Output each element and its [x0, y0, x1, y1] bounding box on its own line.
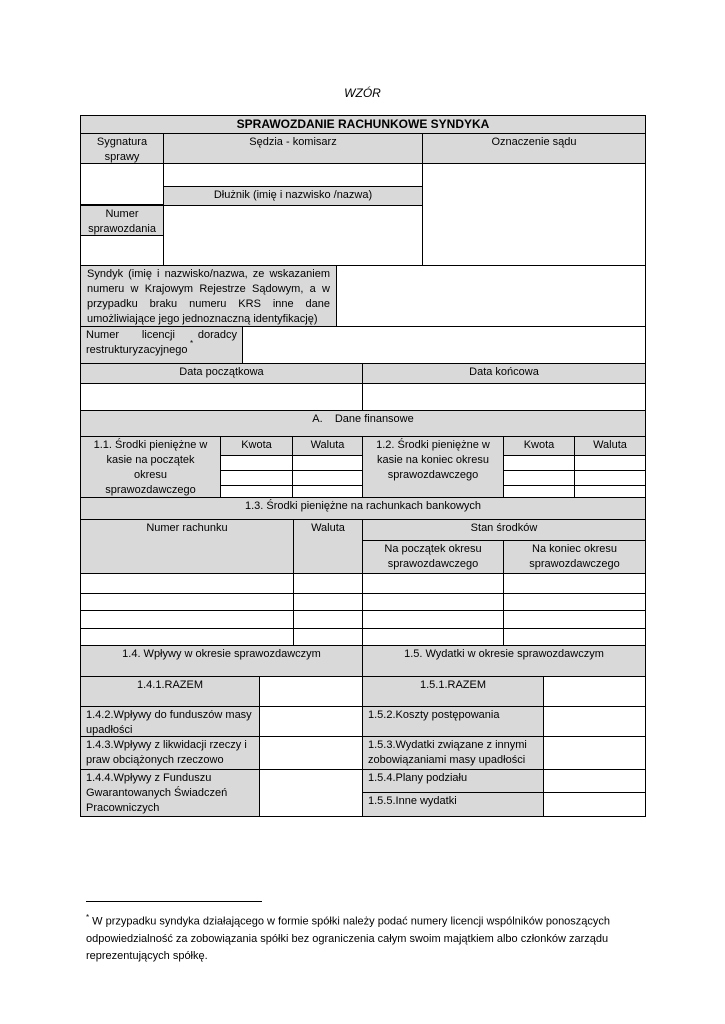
wplywy-razem-label: 1.4.1.RAZEM — [80, 676, 260, 707]
wydatki-razem-label: 1.5.1.RAZEM — [362, 676, 544, 707]
dluznik-label: Dłużnik (imię i nazwisko /nazwa) — [163, 186, 423, 206]
wydatki-zobowiazania-field[interactable] — [543, 736, 646, 770]
wplywy-fundusze-label: 1.4.2.Wpływy do funduszów masy upadłości — [80, 706, 260, 737]
wplywy-likwidacja-label: 1.4.3.Wpływy z likwidacji rzeczy i praw obciążonych rzeczowo — [80, 736, 260, 770]
kwota-header-1: Kwota — [220, 436, 293, 456]
licencja-field[interactable] — [242, 326, 646, 364]
licencja-label-text: Numer licencji doradcy restrukturyzacyjnego — [86, 329, 237, 356]
bank-row-4-start[interactable] — [362, 628, 504, 646]
wplywy-razem-field[interactable] — [259, 676, 363, 707]
syndyk-label: Syndyk (imię i nazwisko/nazwa, ze wskazaniem numeru w Krajowym Rejestrze Sądowym, a w przypadku braku numeru KRS inne dane umożliwiające jego jednoznaczną identyfikację) — [80, 265, 337, 327]
sedzia-field[interactable] — [163, 163, 423, 187]
wplywy-fgsp-label: 1.4.4.Wpływy z Funduszu Gwarantowanych Świadczeń Pracowniczych — [80, 769, 260, 817]
inne-wydatki-label: 1.5.5.Inne wydatki — [362, 792, 544, 817]
bank-row-3-start[interactable] — [362, 610, 504, 629]
numer-rachunku-header: Numer rachunku — [80, 519, 294, 574]
bank-row-1-account[interactable] — [80, 573, 294, 594]
stan-srodkow-header: Stan środków — [362, 519, 646, 541]
oznaczenie-field[interactable] — [422, 163, 646, 266]
koszty-postepowania-label: 1.5.2.Koszty postępowania — [362, 706, 544, 737]
waluta-header-1: Waluta — [292, 436, 363, 456]
data-poczatkowa-label: Data początkowa — [80, 363, 363, 384]
bank-row-4-end[interactable] — [503, 628, 646, 646]
data-koncowa-field[interactable] — [362, 383, 646, 411]
na-koniec-header: Na koniec okresu sprawozdawczego — [503, 540, 646, 574]
waluta-cell-2b[interactable] — [574, 470, 646, 486]
bank-row-3-account[interactable] — [80, 610, 294, 629]
oznaczenie-label: Oznaczenie sądu — [422, 133, 646, 164]
bank-row-3-currency[interactable] — [293, 610, 363, 629]
bank-row-2-start[interactable] — [362, 593, 504, 611]
bank-row-1-currency[interactable] — [293, 573, 363, 594]
wydatki-header: 1.5. Wydatki w okresie sprawozdawczym — [362, 645, 646, 677]
waluta-cell-1a[interactable] — [292, 455, 363, 471]
kwota-cell-2b[interactable] — [503, 470, 575, 486]
koszty-postepowania-field[interactable] — [543, 706, 646, 737]
footnote — [86, 909, 646, 965]
wydatki-razem-field[interactable] — [543, 676, 646, 707]
footnote-text: W przypadku syndyka działającego w formie spółki należy podać numery licencji wspólników ponoszących odpowiedzialność za zobowiązania spółki bez ograniczenia całym swoim majątkiem albo członków zarządu reprezentujących spółkę. — [86, 915, 611, 962]
kwota-cell-2a[interactable] — [503, 455, 575, 471]
numer-sprawozdania-field[interactable] — [80, 235, 164, 266]
sygnatura-field[interactable] — [80, 163, 164, 205]
kwota-cell-1b[interactable] — [220, 470, 293, 486]
kwota-cell-1a[interactable] — [220, 455, 293, 471]
bank-row-1-end[interactable] — [503, 573, 646, 594]
waluta-header-3: Waluta — [293, 519, 363, 574]
bank-row-4-currency[interactable] — [293, 628, 363, 646]
syndyk-field[interactable] — [336, 265, 646, 327]
sedzia-label: Sędzia - komisarz — [163, 133, 423, 164]
bank-row-2-account[interactable] — [80, 593, 294, 611]
bank-row-1-start[interactable] — [362, 573, 504, 594]
srodki-rachunki-header: 1.3. Środki pieniężne na rachunkach bankowych — [80, 497, 646, 520]
wplywy-fgsp-field[interactable] — [259, 769, 363, 817]
bank-row-3-end[interactable] — [503, 610, 646, 629]
bank-row-2-end[interactable] — [503, 593, 646, 611]
waluta-cell-2a[interactable] — [574, 455, 646, 471]
section-a-header: A. Dane finansowe — [80, 410, 646, 437]
na-poczatek-header: Na początek okresu sprawozdawczego — [362, 540, 504, 574]
plany-podzialu-label: 1.5.4.Plany podziału — [362, 769, 544, 793]
wplywy-likwidacja-field[interactable] — [259, 736, 363, 770]
bank-row-4-account[interactable] — [80, 628, 294, 646]
data-koncowa-label: Data końcowa — [362, 363, 646, 384]
sygnatura-label: Sygnatura sprawy — [80, 133, 164, 164]
plany-podzialu-field[interactable] — [543, 769, 646, 793]
bank-row-2-currency[interactable] — [293, 593, 363, 611]
document-heading: WZÓR — [344, 86, 381, 100]
srodki-kasa-koniec-label: 1.2. Środki pieniężne w kasie na koniec okresu sprawozdawczego — [362, 436, 504, 498]
wydatki-zobowiazania-label: 1.5.3.Wydatki związane z innymi zobowiązaniami masy upadłości — [362, 736, 544, 770]
data-poczatkowa-field[interactable] — [80, 383, 363, 411]
waluta-cell-1b[interactable] — [292, 470, 363, 486]
licencja-label-full — [81, 328, 242, 364]
licencja-footnote-mark: * — [190, 339, 194, 348]
wplywy-fundusze-field[interactable] — [259, 706, 363, 737]
kwota-header-2: Kwota — [503, 436, 575, 456]
waluta-header-2: Waluta — [574, 436, 646, 456]
numer-sprawozdania-label: Numer sprawozdania — [80, 205, 164, 236]
form-title: SPRAWOZDANIE RACHUNKOWE SYNDYKA — [80, 115, 646, 134]
footnote-mark: * — [86, 913, 90, 922]
inne-wydatki-field[interactable] — [543, 792, 646, 817]
dluznik-field[interactable] — [163, 205, 423, 266]
srodki-kasa-poczatek-label: 1.1. Środki pieniężne w kasie na początek okresu sprawozdawczego — [80, 436, 221, 498]
wplywy-header: 1.4. Wpływy w okresie sprawozdawczym — [80, 645, 363, 677]
footnote-separator — [86, 901, 262, 902]
